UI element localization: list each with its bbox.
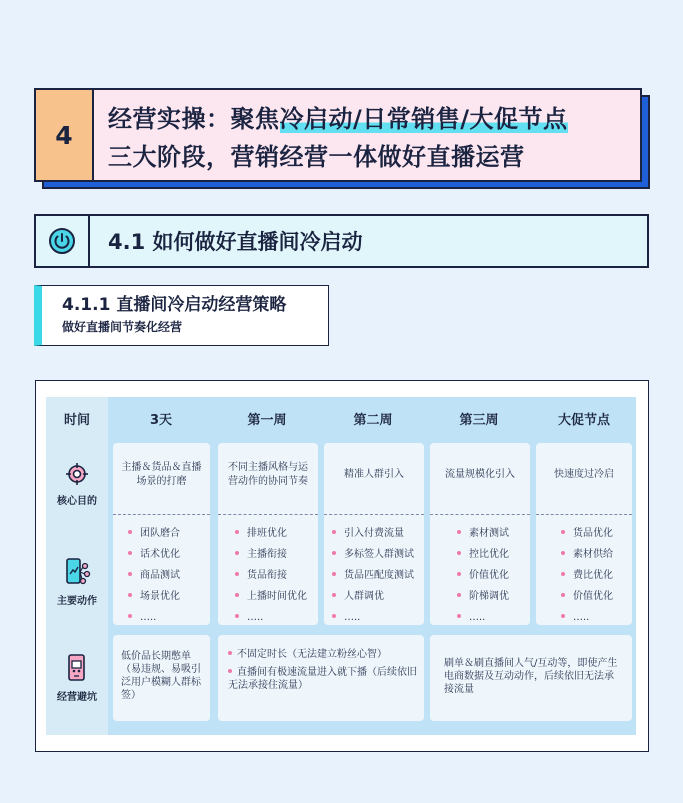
list-item: ….. [457,607,509,628]
list-item: 主播衔接 [235,544,307,565]
pitfall-col-1: 低价品长期憋单（易违规、易吸引泛用户模糊人群标签） [121,651,201,701]
list-item: 素材供给 [561,544,613,565]
row-label-pitfalls-text: 经营避坑 [57,692,97,703]
section-header [34,214,649,268]
list-item: 不固定时长（无法建立粉丝心智） [228,648,418,661]
list-item: ….. [332,607,414,628]
list-item: 排班优化 [235,523,307,544]
list-item: 货品优化 [561,523,613,544]
strategy-table-frame [35,380,649,752]
header-col-3: 第二周 [353,412,393,428]
list-item: 素材测试 [457,523,509,544]
chapter-title-highlight: 冷启动/日常销售/大促节点 [279,105,568,133]
list-item: 上播时间优化 [235,586,307,607]
actions-col-2 [235,523,307,628]
row-label-goal [46,461,108,507]
chapter-title-line1-part1: 经营实操：聚焦 [108,105,280,133]
goal-col-2: 不同主播风格与运营动作的协同节奏 [228,462,308,487]
chapter-number: 4 [36,90,94,180]
list-item: 货品衔接 [235,565,307,586]
row-label-actions [46,557,108,607]
header-time: 时间 [46,397,108,439]
section-title: 4.1 如何做好直播间冷启动 [108,230,363,254]
list-item: 控比优化 [457,544,509,565]
chapter-title-line2: 三大阶段，营销经营一体做好直播运营 [108,143,525,171]
subsection-header [34,285,329,346]
chapter-title-line1 [108,100,628,138]
goal-col-1: 主播＆货品＆直播场景的打磨 [121,462,202,487]
list-item: 人群调优 [332,586,414,607]
header-col-4: 第三周 [459,412,499,428]
subsection-subtitle: 做好直播间节奏化经营 [62,320,183,334]
divider [536,514,632,515]
row-label-pitfalls [46,653,108,703]
goal-col-5: 快速度过冷启 [554,469,614,480]
list-item: ….. [561,607,613,628]
phone-cart-icon [64,653,90,683]
header-col-1: 3天 [149,412,173,428]
strategy-table [46,397,636,735]
list-item: 货品匹配度测试 [332,565,414,586]
divider [324,514,424,515]
list-item: 团队磨合 [128,523,180,544]
list-item: 价值优化 [457,565,509,586]
pitfall-col-3: 刷单＆刷直播间人气/互动等，即使产生电商数据及互动动作，后续依旧无法承接流量 [444,658,618,695]
list-item: 价值优化 [561,586,613,607]
divider [218,514,318,515]
actions-col-4 [457,523,509,628]
pitfall-col-2 [228,648,418,692]
list-item: ….. [128,607,180,628]
chapter-header [34,88,642,182]
list-item: 费比优化 [561,565,613,586]
header-col-5: 大促节点 [557,412,610,428]
actions-col-3 [332,523,414,628]
row-label-actions-text: 主要动作 [57,596,97,607]
actions-col-1 [128,523,180,628]
goal-col-3: 精准人群引入 [344,469,404,480]
list-item: 直播间有极速流量进入就下播（后续依旧无法承接住流量） [228,667,417,691]
power-icon [36,216,90,266]
header-row [46,397,636,439]
list-item: 多标签人群测试 [332,544,414,565]
list-item: 话术优化 [128,544,180,565]
subsection-title: 4.1.1 直播间冷启动经营策略 [62,295,287,315]
list-item: 阶梯调优 [457,586,509,607]
header-col-2: 第一周 [247,412,287,428]
goal-col-4: 流量规模化引入 [445,469,515,480]
chapter-title [94,90,640,180]
target-icon [64,461,90,487]
list-item: 引入付费流量 [332,523,414,544]
divider [430,514,530,515]
row-label-goal-text: 核心目的 [57,496,97,507]
list-item: 场景优化 [128,586,180,607]
list-item: ….. [235,607,307,628]
phone-network-icon [63,557,91,587]
actions-col-5 [561,523,613,628]
list-item: 商品测试 [128,565,180,586]
divider [113,514,210,515]
